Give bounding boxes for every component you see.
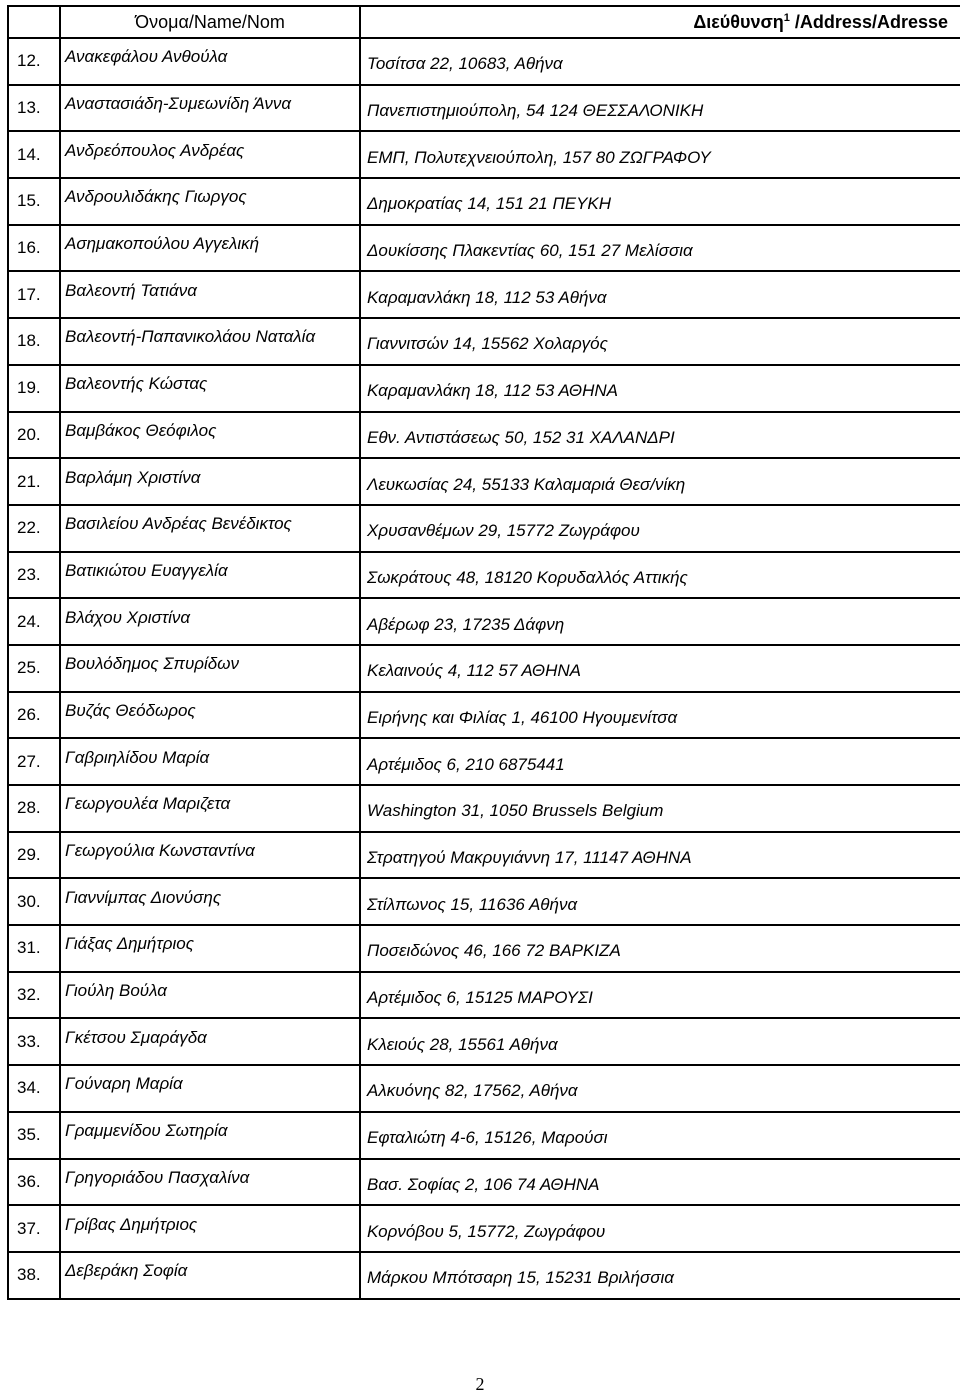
table-row — [8, 972, 960, 1019]
row-number: 27. — [8, 738, 60, 785]
row-address — [360, 925, 960, 972]
row-address — [360, 972, 960, 1019]
person-name: Βαλεοντή Τατιάνα — [65, 280, 197, 300]
row-number: 20. — [8, 412, 60, 459]
person-address: Αβέρωφ 23, 17235 Δάφνη — [367, 614, 565, 634]
row-name — [60, 131, 360, 178]
row-name — [60, 1018, 360, 1065]
person-name: Γεωργούλια Κωνσταντίνα — [65, 841, 255, 861]
person-address: Κελαινούς 4, 112 57 ΑΘΗΝΑ — [367, 661, 582, 681]
person-address: Αλκυόνης 82, 17562, Αθήνα — [367, 1081, 578, 1101]
row-name — [60, 38, 360, 85]
person-address: Χρυσανθέμων 29, 15772 Ζωγράφου — [367, 521, 640, 541]
person-name: Γραμμενίδου Σωτηρία — [65, 1121, 228, 1141]
row-name — [60, 505, 360, 552]
person-name: Βαρλάμη Χριστίνα — [65, 467, 201, 487]
person-address: Αρτέμιδος 6, 15125 ΜΑΡΟΥΣΙ — [367, 988, 593, 1008]
footnote-marker: 1 — [783, 11, 790, 24]
table-row — [8, 878, 960, 925]
row-address — [360, 645, 960, 692]
table-row — [8, 1018, 960, 1065]
row-name — [60, 178, 360, 225]
table-row — [8, 645, 960, 692]
person-address: Δημοκρατίας 14, 151 21 ΠΕΥΚΗ — [367, 194, 612, 214]
row-address — [360, 785, 960, 832]
page-number: 2 — [475, 1374, 485, 1394]
person-name: Ανακεφάλου Ανθούλα — [65, 47, 228, 67]
row-number: 26. — [8, 692, 60, 739]
person-name: Βαλεοντή-Παπανικολάου Ναταλία — [65, 327, 316, 347]
person-address: Καραμανλάκη 18, 112 53 ΑΘΗΝΑ — [367, 381, 619, 401]
row-number: 22. — [8, 505, 60, 552]
person-name: Ανδρεόπουλος Ανδρέας — [65, 140, 245, 160]
row-name — [60, 85, 360, 132]
row-number: 13. — [8, 85, 60, 132]
table-row — [8, 1252, 960, 1299]
person-name: Βουλόδημος Σπυρίδων — [65, 654, 239, 674]
table-header-row — [8, 6, 960, 38]
row-address — [360, 38, 960, 85]
row-address — [360, 1112, 960, 1159]
row-address — [360, 178, 960, 225]
row-name — [60, 318, 360, 365]
person-address: Βασ. Σοφίας 2, 106 74 ΑΘΗΝΑ — [367, 1174, 600, 1194]
person-address: Ποσειδώνος 46, 166 72 ΒΑΡΚΙΖΑ — [367, 941, 621, 961]
person-name: Βαμβάκος Θεόφιλος — [65, 420, 217, 440]
person-address: Ειρήνης και Φιλίας 1, 46100 Ηγουμενίτσα — [367, 707, 678, 727]
person-name: Βαλεοντής Κώστας — [65, 374, 208, 394]
table-row — [8, 38, 960, 85]
row-address — [360, 131, 960, 178]
row-number: 30. — [8, 878, 60, 925]
row-name — [60, 738, 360, 785]
table-row — [8, 1065, 960, 1112]
person-address: Τοσίτσα 22, 10683, Αθήνα — [367, 54, 563, 74]
row-address — [360, 1159, 960, 1206]
row-number: 28. — [8, 785, 60, 832]
row-number: 16. — [8, 225, 60, 272]
row-number: 12. — [8, 38, 60, 85]
table-row — [8, 598, 960, 645]
row-address — [360, 738, 960, 785]
person-address: Γιαννιτσών 14, 15562 Χολαργός — [367, 334, 608, 354]
person-name: Γιούλη Βούλα — [65, 981, 167, 1001]
person-name: Βυζάς Θεόδωρος — [65, 700, 196, 720]
row-name — [60, 1205, 360, 1252]
row-address — [360, 318, 960, 365]
row-name — [60, 1065, 360, 1112]
address-table-container — [7, 5, 960, 1300]
table-row — [8, 832, 960, 879]
row-address — [360, 1018, 960, 1065]
row-address — [360, 1252, 960, 1299]
table-row — [8, 225, 960, 272]
row-number: 32. — [8, 972, 60, 1019]
address-header-label: Διεύθυνση — [693, 11, 784, 32]
table-row — [8, 458, 960, 505]
row-address — [360, 225, 960, 272]
person-name: Γκέτσου Σμαράγδα — [65, 1027, 207, 1047]
table-row — [8, 1205, 960, 1252]
row-number: 21. — [8, 458, 60, 505]
table-row — [8, 1112, 960, 1159]
person-address: Στίλπωνος 15, 11636 Αθήνα — [367, 894, 578, 914]
table-row — [8, 178, 960, 225]
row-address — [360, 598, 960, 645]
person-address: Κλειούς 28, 15561 Αθήνα — [367, 1034, 558, 1054]
table-row — [8, 131, 960, 178]
row-address — [360, 692, 960, 739]
row-name — [60, 598, 360, 645]
table-row — [8, 85, 960, 132]
name-column-header: Όνομα/Name/Nom — [60, 6, 360, 38]
row-number: 18. — [8, 318, 60, 365]
table-row — [8, 785, 960, 832]
table-body — [8, 38, 960, 1299]
person-address: Καραμανλάκη 18, 112 53 Αθήνα — [367, 287, 607, 307]
person-address: Πανεπιστημιούπολη, 54 124 ΘΕΣΣΑΛΟΝΙΚΗ — [367, 101, 704, 121]
person-name: Βλάχου Χριστίνα — [65, 607, 191, 627]
address-header-suffix: /Address/Adresse — [789, 11, 948, 32]
table-row — [8, 271, 960, 318]
number-column-header — [8, 6, 60, 38]
row-name — [60, 271, 360, 318]
row-address — [360, 365, 960, 412]
row-name — [60, 412, 360, 459]
person-name: Ασημακοπούλου Αγγελική — [65, 234, 260, 254]
row-address — [360, 412, 960, 459]
table-row — [8, 738, 960, 785]
row-number: 33. — [8, 1018, 60, 1065]
row-number: 24. — [8, 598, 60, 645]
person-address: ΕΜΠ, Πολυτεχνειούπολη, 157 80 ΖΩΓΡΑΦΟΥ — [367, 147, 711, 167]
person-address: Κορνόβου 5, 15772, Ζωγράφου — [367, 1221, 606, 1241]
row-number: 35. — [8, 1112, 60, 1159]
row-name — [60, 832, 360, 879]
row-number: 37. — [8, 1205, 60, 1252]
person-address: Εφταλιώτη 4-6, 15126, Μαρούσι — [367, 1128, 608, 1148]
row-address — [360, 458, 960, 505]
row-name — [60, 645, 360, 692]
row-number: 31. — [8, 925, 60, 972]
table-row — [8, 412, 960, 459]
row-name — [60, 458, 360, 505]
table-row — [8, 692, 960, 739]
person-name: Γαβριηλίδου Μαρία — [65, 747, 210, 767]
person-name: Γρίβας Δημήτριος — [65, 1214, 198, 1234]
person-name: Αναστασιάδη-Συμεωνίδη Άννα — [65, 94, 292, 114]
person-name: Γούναρη Μαρία — [65, 1074, 183, 1094]
person-address: Σωκράτους 48, 18120 Κορυδαλλός Αττικής — [367, 567, 688, 587]
row-number: 14. — [8, 131, 60, 178]
row-name — [60, 1252, 360, 1299]
row-address — [360, 878, 960, 925]
row-address — [360, 1065, 960, 1112]
row-number: 15. — [8, 178, 60, 225]
row-number: 23. — [8, 552, 60, 599]
person-address: Δουκίσσης Πλακεντίας 60, 151 27 Μελίσσια — [367, 241, 693, 261]
person-address: Εθν. Αντιστάσεως 50, 152 31 ΧΑΛΑΝΔΡΙ — [367, 427, 675, 447]
row-address — [360, 271, 960, 318]
person-name: Γιαννίμπας Διονύσης — [65, 887, 222, 907]
row-name — [60, 552, 360, 599]
row-address — [360, 85, 960, 132]
row-number: 17. — [8, 271, 60, 318]
table-row — [8, 925, 960, 972]
table-row — [8, 365, 960, 412]
person-name: Βατικιώτου Ευαγγελία — [65, 560, 228, 580]
row-name — [60, 365, 360, 412]
row-number: 25. — [8, 645, 60, 692]
row-address — [360, 832, 960, 879]
person-address: Στρατηγού Μακρυγιάννη 17, 11147 ΑΘΗΝΑ — [367, 848, 692, 868]
person-address: Washington 31, 1050 Brussels Belgium — [367, 801, 664, 821]
row-number: 34. — [8, 1065, 60, 1112]
row-address — [360, 505, 960, 552]
row-name — [60, 692, 360, 739]
row-name — [60, 1112, 360, 1159]
row-address — [360, 1205, 960, 1252]
row-number: 19. — [8, 365, 60, 412]
person-name: Γιάξας Δημήτριος — [65, 934, 194, 954]
person-name: Βασιλείου Ανδρέας Βενέδικτος — [65, 514, 292, 534]
row-name — [60, 225, 360, 272]
row-name — [60, 878, 360, 925]
table-row — [8, 552, 960, 599]
table-row — [8, 318, 960, 365]
row-name — [60, 972, 360, 1019]
person-name: Δεβεράκη Σοφία — [65, 1261, 188, 1281]
address-table — [7, 5, 960, 1300]
address-column-header — [360, 6, 960, 38]
row-number: 36. — [8, 1159, 60, 1206]
person-address: Λευκωσίας 24, 55133 Καλαμαριά Θεσ/νίκη — [367, 474, 686, 494]
table-row — [8, 1159, 960, 1206]
person-address: Αρτέμιδος 6, 210 6875441 — [367, 754, 565, 774]
row-name — [60, 785, 360, 832]
table-row — [8, 505, 960, 552]
person-name: Γρηγοριάδου Πασχαλίνα — [65, 1167, 250, 1187]
row-name — [60, 1159, 360, 1206]
row-number: 38. — [8, 1252, 60, 1299]
person-name: Ανδρουλιδάκης Γιωργος — [65, 187, 247, 207]
row-number: 29. — [8, 832, 60, 879]
person-address: Μάρκου Μπότσαρη 15, 15231 Βριλήσσια — [367, 1268, 674, 1288]
row-address — [360, 552, 960, 599]
row-name — [60, 925, 360, 972]
person-name: Γεωργουλέα Μαριζετα — [65, 794, 231, 814]
